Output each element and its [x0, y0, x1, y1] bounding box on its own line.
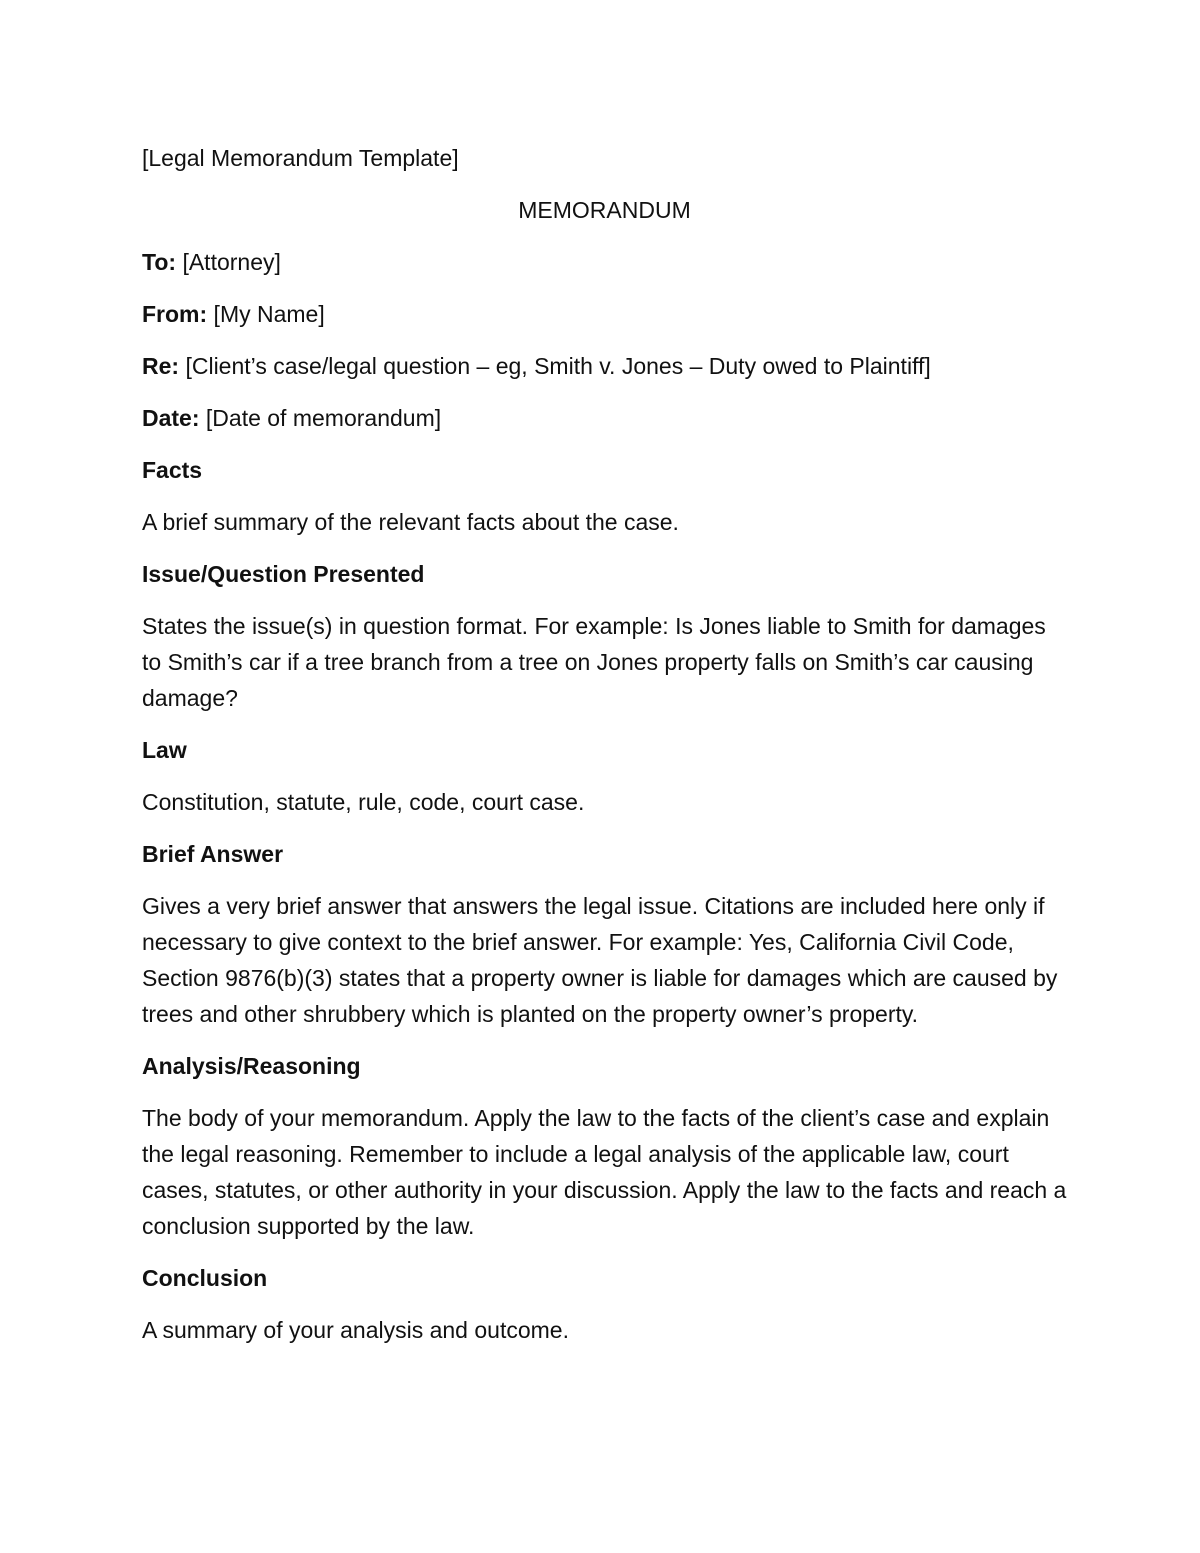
- re-line: [142, 348, 1067, 384]
- date-value: [Date of memorandum]: [199, 405, 442, 431]
- re-value: [Client’s case/legal question – eg, Smith v. Jones – Duty owed to Plaintiff]: [179, 353, 931, 379]
- from-line: [142, 296, 1067, 332]
- from-label: From:: [142, 301, 208, 327]
- issue-heading: Issue/Question Presented: [142, 561, 425, 587]
- conclusion-body: A summary of your analysis and outcome.: [142, 1317, 569, 1343]
- law-body: Constitution, statute, rule, code, court case.: [142, 789, 585, 815]
- to-line: [142, 244, 1067, 280]
- date-line: [142, 400, 1067, 436]
- date-label: Date:: [142, 405, 200, 431]
- memo-page: [142, 140, 1067, 1364]
- facts-body: A brief summary of the relevant facts about the case.: [142, 509, 679, 535]
- analysis-heading: Analysis/Reasoning: [142, 1053, 361, 1079]
- to-value: [Attorney]: [176, 249, 281, 275]
- brief-answer-body: Gives a very brief answer that answers the legal issue. Citations are included here only if necessary to give context to the brief answer. For example: Yes, California Civil Code, Section 9876(b)(3) states that a property owner is liable for damages which are caused by trees and other shrubbery which is planted on the property owner’s property.: [142, 893, 1058, 1027]
- re-label: Re:: [142, 353, 180, 379]
- memo-title: MEMORANDUM: [518, 197, 691, 223]
- from-value: [My Name]: [207, 301, 325, 327]
- law-heading: Law: [142, 737, 187, 763]
- analysis-body: The body of your memorandum. Apply the law to the facts of the client’s case and explain the legal reasoning. Remember to include a legal analysis of the applicable law, court cases, statutes, or other authority in your discussion. Apply the law to the facts and reach a conclusion supported by the law.: [142, 1105, 1067, 1239]
- conclusion-heading: Conclusion: [142, 1265, 268, 1291]
- to-label: To:: [142, 249, 177, 275]
- template-label: [Legal Memorandum Template]: [142, 145, 459, 171]
- issue-body: States the issue(s) in question format. For example: Is Jones liable to Smith for damages to Smith’s car if a tree branch from a tree on Jones property falls on Smith’s car causing damage?: [142, 613, 1046, 711]
- facts-heading: Facts: [142, 457, 203, 483]
- brief-answer-heading: Brief Answer: [142, 841, 284, 867]
